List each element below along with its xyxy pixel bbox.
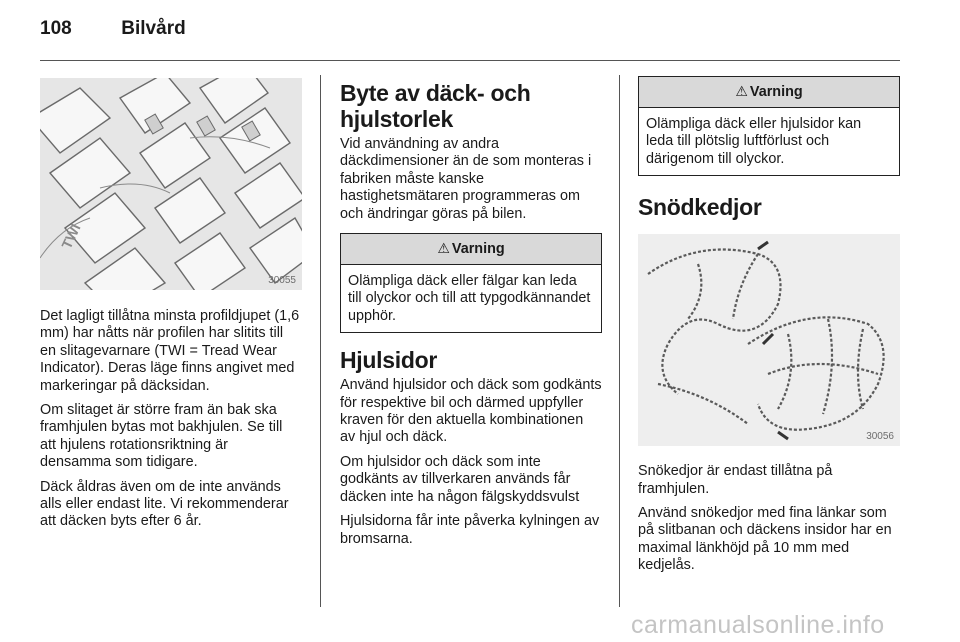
section-title: Bilvård <box>121 18 186 39</box>
paragraph-hubcaps-cooling: Hjulsidorna får inte påverka kylningen av bromsarna. <box>340 513 600 547</box>
warning-box-1 <box>340 233 602 333</box>
twi-label: TWI <box>58 221 84 252</box>
paragraph-wheel-swap: Om slitaget är större fram än bak ska framhjulen bytas mot bakhjulen. Se till att hjulens rotationsriktning är densamma som tidigare. <box>40 402 283 471</box>
watermark: carmanualsonline.info <box>631 611 885 639</box>
heading-snow-chains: Snödkedjor <box>638 194 762 221</box>
snow-chain-figure <box>638 234 900 446</box>
warning-header-2 <box>639 77 899 108</box>
warning-icon: ⚠ <box>437 240 450 257</box>
warning-box-2 <box>638 76 900 176</box>
tire-tread-illustration <box>40 78 302 290</box>
figure-number-2: 30056 <box>866 431 894 443</box>
paragraph-chains-front: Snökedjor är endast tillåtna på framhjulen. <box>638 463 833 497</box>
warning-title-1: Varning <box>451 241 505 258</box>
paragraph-tire-aging: Däck åldras även om de inte används alls eller endast lite. Vi rekommenderar att däcken byts efter 6 år. <box>40 478 289 530</box>
paragraph-tire-dimensions: Vid användning av andra däckdimensioner än de som monteras i fabriken måste kanske hastighetsmätaren programmeras om och ändringar göras på bilen. <box>340 136 592 222</box>
warning-title-2: Varning <box>749 84 803 100</box>
column-2 <box>340 80 602 555</box>
paragraph-hubcaps-approved: Använd hjulsidor och däck som godkänts för respektive bil och därmed uppfyller kraven för den aktuella kombinationen av hjul och däck. <box>340 377 602 446</box>
page-header <box>40 18 186 40</box>
tread-wear-figure <box>40 78 302 290</box>
figure-number: 30055 <box>268 275 296 286</box>
heading-tire-size: Byte av däck- och hjulstorlek <box>340 80 531 132</box>
column-divider-1 <box>320 75 321 607</box>
paragraph-tread-depth: Det lagligt tillåtna minsta profildjupet (1,6 mm) har nåtts när profilen har slitits till en slitagevarnare (TWI = Tread Wear Indicator). Deras läge finns angivet med markeringar på däcksidan. <box>40 308 300 394</box>
paragraph-chains-links: Använd snökedjor med fina länkar som på slitbanan och däckens insidor har en maximal länkhöjd på 10 mm med kedjelås. <box>638 505 892 574</box>
warning-text-2: Olämpliga däck eller hjulsidor kan leda till plötslig luftförlust och därigenom till olyckor. <box>646 116 862 167</box>
column-1 <box>40 78 302 538</box>
warning-text-1: Olämpliga däck eller fälgar kan leda till olyckor och till att typgodkännandet upphör. <box>348 273 591 324</box>
column-3 <box>638 66 900 582</box>
warning-header-1 <box>341 234 601 265</box>
warning-icon-2: ⚠ <box>735 83 748 99</box>
heading-hubcaps: Hjulsidor <box>340 347 437 374</box>
column-divider-2 <box>619 75 620 607</box>
snow-chain-illustration <box>638 234 900 446</box>
header-rule <box>40 60 900 61</box>
page-number: 108 <box>40 18 72 39</box>
paragraph-hubcaps-unapproved: Om hjulsidor och däck som inte godkänts av tillverkaren används får däcken inte ha någon fälgskyddsvulst <box>340 453 580 505</box>
